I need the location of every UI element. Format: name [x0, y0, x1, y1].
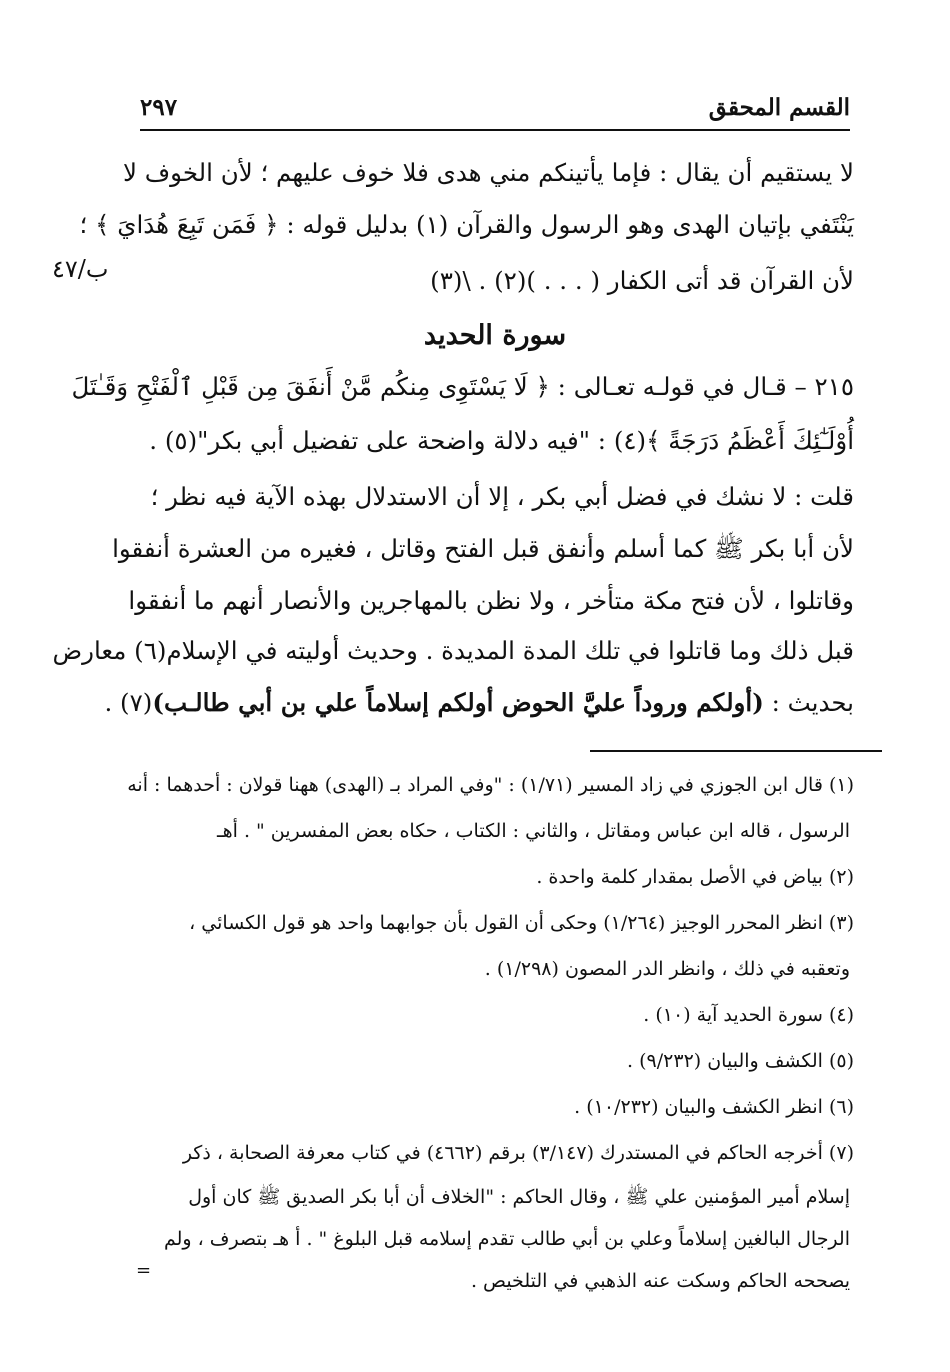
- section-heading: سورة الحديد: [423, 320, 567, 351]
- footnote-rule: [590, 750, 882, 752]
- footnote-1: (١) قال ابن الجوزي في زاد المسير (١/٧١) : "وفي المراد بـ (الهدى) ههنا قولان : أحدهما : أنه: [127, 774, 854, 796]
- footnote-7: (٧) أخرجه الحاكم في المستدرك (٣/١٤٧) برقم (٤٦٦٢) في كتاب معرفة الصحابة ، ذكر: [182, 1142, 854, 1164]
- footnote-3: (٣) انظر المحرر الوجيز (١/٢٦٤) وحكى أن القول بأن جوابهما واحد هو قول الكسائي ،: [189, 912, 854, 934]
- manuscript-folio-note: ب/٤٧: [52, 255, 109, 283]
- commentary-line: قبل ذلك وما قاتلوا في تلك المدة المديدة . وحديث أوليته في الإسلام(٦) معارض: [52, 636, 854, 665]
- running-title: القسم المحقق: [708, 94, 850, 121]
- continuation-mark: =: [136, 1260, 152, 1281]
- footnote-2: (٢) بياض في الأصل بمقدار كلمة واحدة .: [536, 866, 854, 888]
- footnote-7-cont: الرجال البالغين إسلاماً وعلي بن أبي طالب تقدم إسلامه قبل البلوغ " . أ هـ بتصرف ، ولم: [163, 1228, 850, 1250]
- commentary-line: قلت : لا نشك في فضل أبي بكر ، إلا أن الاستدلال بهذه الآية فيه نظر ؛: [150, 482, 854, 511]
- footnote-7-cont: يصححه الحاكم وسكت عنه الذهبي في التلخيص .: [470, 1270, 850, 1292]
- entry-215-line: ٢١٥ – قـال في قولـه تعـالى : ﴿ لَا يَسْتَوِى مِنكُم مَّنْ أَنفَقَ مِن قَبْلِ ٱلْفَتْحِ وَقَـٰتَلَ: [71, 372, 854, 401]
- entry-215-line: أُوْلَـٰٓئِكَ أَعْظَمُ دَرَجَةً ﴾(٤) : "فيه دلالة واضحة على تفضيل أبي بكر"(٥) .: [149, 426, 854, 455]
- commentary-line: لأن أبا بكر ﷺ كما أسلم وأنفق قبل الفتح وقاتل ، فغيره من العشرة أنفقوا: [112, 534, 854, 563]
- page-header: [140, 94, 850, 128]
- commentary-line: وقاتلوا ، لأن فتح مكة متأخر ، ولا نظن بالمهاجرين والأنصار أنهم ما أنفقوا: [128, 586, 854, 615]
- body-line: لا يستقيم أن يقال : فإما يأتينكم مني هدى فلا خوف عليهم ؛ لأن الخوف لا: [123, 158, 854, 187]
- footnote-7-cont: إسلام أمير المؤمنين علي ﷺ ، وقال الحاكم : "الخلاف أن أبا بكر الصديق ﷺ كان أول: [188, 1186, 850, 1208]
- footnote-5: (٥) الكشف والبيان (٩/٢٣٢) .: [627, 1050, 854, 1072]
- hadith-prefix: بحديث :: [763, 688, 854, 717]
- footnote-4: (٤) سورة الحديد آية (١٠) .: [643, 1004, 854, 1026]
- header-rule: [140, 129, 850, 131]
- footnote-3-cont: وتعقبه في ذلك ، وانظر الدر المصون (١/٢٩٨) .: [484, 958, 850, 980]
- commentary-hadith-line: [94, 688, 854, 718]
- page-number: ٢٩٧: [140, 94, 178, 121]
- hadith-suffix: (٧) .: [104, 688, 153, 717]
- footnote-6: (٦) انظر الكشف والبيان (١٠/٢٣٢) .: [574, 1096, 854, 1118]
- footnote-1-cont: الرسول ، قاله ابن عباس ومقاتل ، والثاني : الكتاب ، حكاه بعض المفسرين " . أهـ: [217, 820, 850, 842]
- body-line: لأن القرآن قد أتى الكفار ( . . . )(٢) . \(٣): [430, 266, 854, 295]
- body-line: يَنْتَفي بإتيان الهدى وهو الرسول والقرآن (١) بدليل قوله : ﴿ فَمَن تَبِعَ هُدَايَ ﴾ ؛: [79, 210, 854, 239]
- hadith-quote: (أولكم وروداً عليَّ الحوض أولكم إسلاماً علي بن أبي طالـب): [152, 688, 764, 717]
